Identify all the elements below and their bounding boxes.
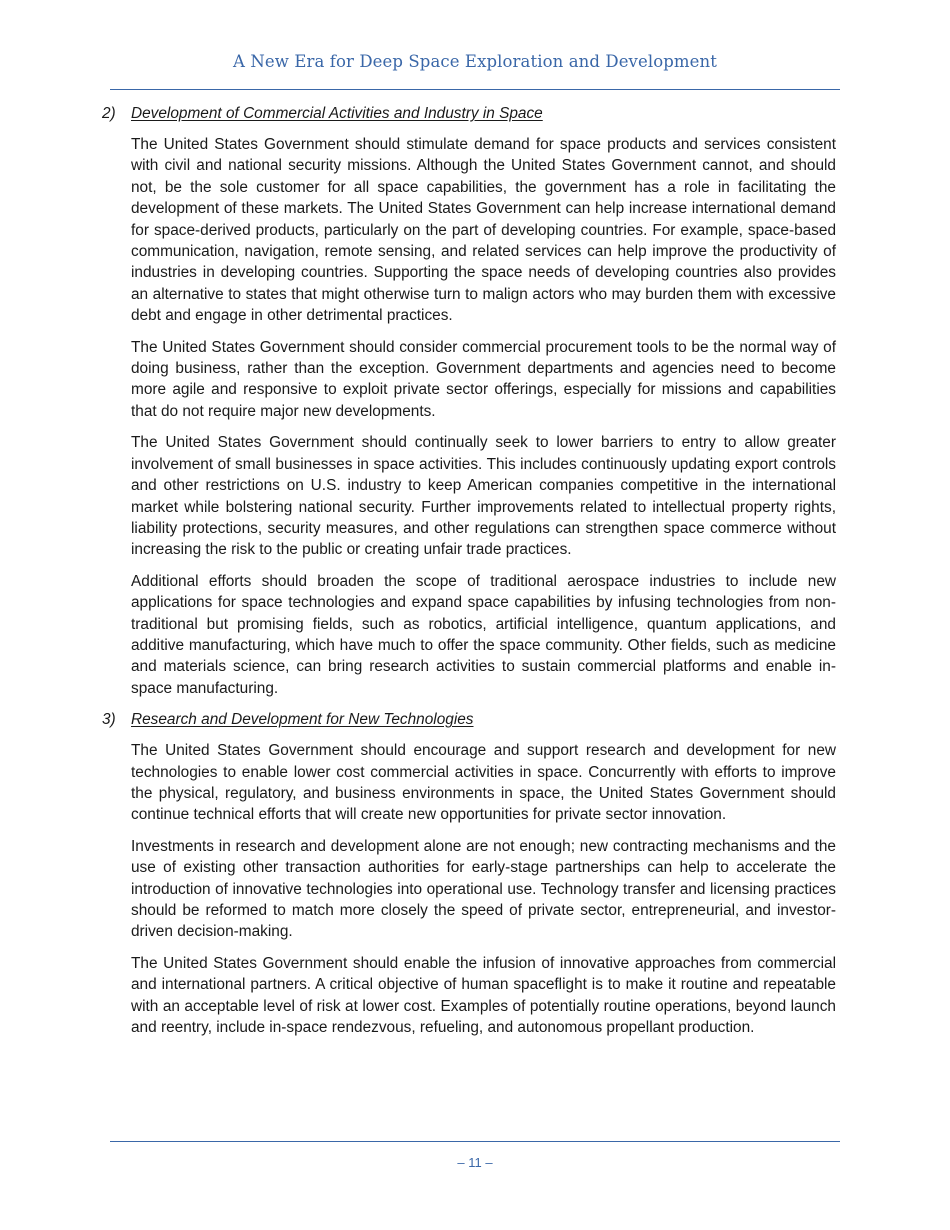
section-title: Research and Development for New Technologies	[131, 711, 474, 729]
section-number: 2)	[102, 105, 116, 122]
document-body	[102, 103, 836, 1048]
footer-divider	[110, 1141, 840, 1142]
page-header-title: A New Era for Deep Space Exploration and Development	[233, 52, 717, 71]
section-heading-research	[102, 709, 836, 730]
page-number: – 11 –	[457, 1155, 493, 1170]
paragraph: The United States Government should continually seek to lower barriers to entry to allow greater involvement of small businesses in space activities. This includes continuously updating export controls and other restrictions on U.S. industry to keep American companies competitive in the international market while bolstering national security. Further improvements related to intellectual property rights, liability protections, security measures, and other regulations can strengthen space commerce without increasing the risk to the public or creating unfair trade practices.	[131, 434, 836, 559]
paragraph: The United States Government should enable the infusion of innovative approaches from commercial and international partners. A critical objective of human spaceflight is to make it routine and repeatable with an acceptable level of risk at lower cost. Examples of potentially routine operations, beyond launch and reentry, include in-space rendezvous, refueling, and autonomous propellant production.	[131, 954, 836, 1037]
paragraph: Investments in research and development alone are not enough; new contracting mechanisms and the use of existing other transaction authorities for early-stage partnerships can help to accelerate the introduction of innovative technologies into operational use. Technology transfer and licensing practices should be reformed to match more closely the speed of private sector, entrepreneurial, and investor-driven decision-making.	[131, 837, 836, 941]
section-heading-commercial	[102, 103, 836, 124]
section-title: Development of Commercial Activities and Industry in Space	[131, 105, 543, 122]
paragraph: The United States Government should consider commercial procurement tools to be the normal way of doing business, rather than the exception. Government departments and agencies need to become more agile and responsive to exploit private sector offerings, especially for missions and capabilities that do not require major new developments.	[131, 338, 836, 420]
paragraph: The United States Government should stimulate demand for space products and services consistent with civil and national security missions. Although the United States Government cannot, and should not, be the sole customer for all space capabilities, the government has a role in facilitating the development of these markets. The United States Government can help increase international demand for space-derived products, particularly on the part of developing countries. For example, space-based communication, navigation, remote sensing, and related services can help improve the productivity of industries in developing countries. Supporting the space needs of developing countries also provides an alternative to states that might otherwise turn to malign actors who may burden them with excessive debt and engage in other detrimental practices.	[131, 136, 836, 325]
header-divider	[110, 89, 840, 90]
paragraph: The United States Government should encourage and support research and development for new technologies to enable lower cost commercial activities in space. Concurrently with efforts to improve the physical, regulatory, and business environments in space, the United States Government should continue technical efforts that will create new opportunities for private sector innovation.	[131, 742, 836, 824]
paragraph: Additional efforts should broaden the scope of traditional aerospace industries to include new applications for space technologies and expand space capabilities by infusing technologies from non-traditional but promising fields, such as robotics, artificial intelligence, quantum applications, and additive manufacturing, which have much to offer the space community. Other fields, such as medicine and materials science, can bring research activities to sustain commercial platforms and enable in-space manufacturing.	[131, 572, 836, 697]
section-number: 3)	[102, 711, 116, 729]
